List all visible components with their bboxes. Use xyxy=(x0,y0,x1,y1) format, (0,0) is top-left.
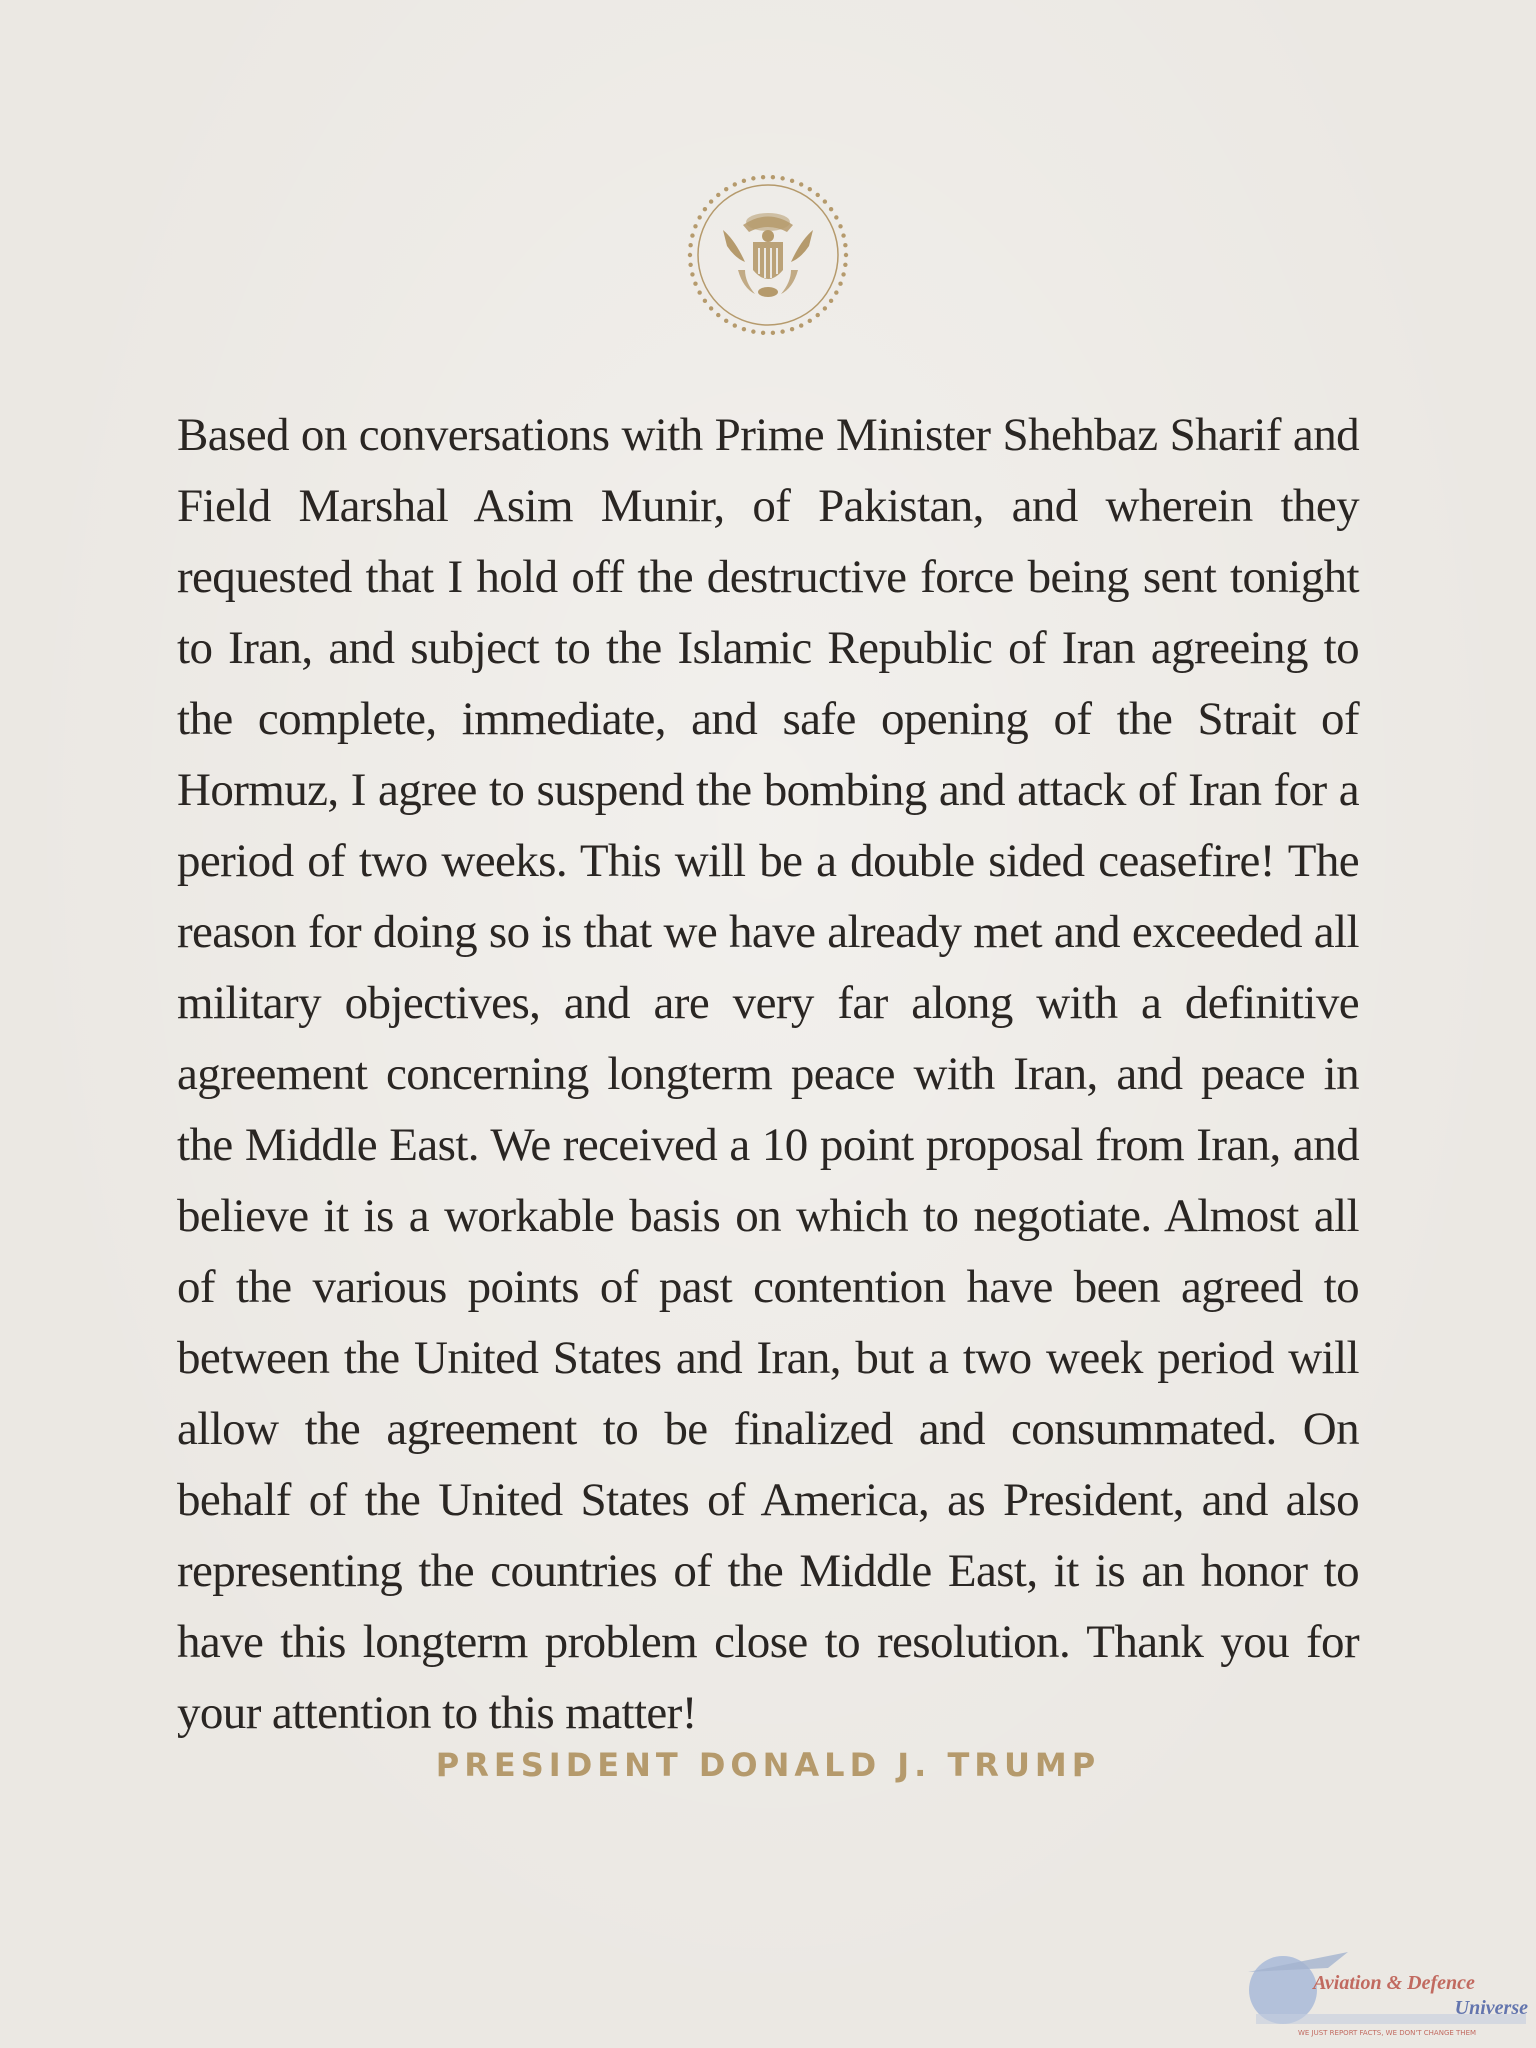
seal-star xyxy=(841,272,845,276)
seal-star xyxy=(693,224,697,228)
seal-star xyxy=(771,175,775,179)
seal-star xyxy=(697,215,701,219)
seal-star xyxy=(703,207,707,211)
seal-star xyxy=(733,323,737,327)
seal-star xyxy=(688,263,692,267)
seal-star xyxy=(716,193,720,197)
seal-star xyxy=(761,331,765,335)
watermark-tagline: WE JUST REPORT FACTS, WE DON'T CHANGE THEM xyxy=(1297,2029,1477,2037)
watermark-subtitle: Universe xyxy=(1454,1997,1528,2019)
seal-star xyxy=(829,207,833,211)
seal-star xyxy=(834,215,838,219)
seal-star xyxy=(843,243,847,247)
seal-star xyxy=(780,176,784,180)
seal-star xyxy=(742,327,746,331)
seal-star xyxy=(690,272,694,276)
seal-star xyxy=(688,243,692,247)
seal-star xyxy=(823,306,827,310)
seal-star xyxy=(808,187,812,191)
presidential-seal-icon xyxy=(683,170,853,340)
seal-star xyxy=(799,182,803,186)
seal-star xyxy=(816,193,820,197)
seal-star xyxy=(838,224,842,228)
seal-star xyxy=(841,233,845,237)
watermark-logo xyxy=(1228,1932,1532,2042)
seal-star xyxy=(742,179,746,183)
seal-star xyxy=(716,313,720,317)
seal-star xyxy=(751,329,755,333)
watermark-title: Aviation & Defence xyxy=(1313,1972,1475,1994)
seal-star xyxy=(761,175,765,179)
seal-star xyxy=(844,253,848,257)
seal-star xyxy=(790,179,794,183)
seal-star xyxy=(724,187,728,191)
seal-star xyxy=(690,233,694,237)
statement-body: Based on conversations with Prime Minister Shehbaz Sharif and Field Marshal Asim Munir, of Pakistan, and wherein they requested that I hold off the destructive force being sent tonight to Iran, and subject to the Islamic Republic of Iran agreeing to the complete, immediate, and safe opening of the Strait of Hormuz, I agree to suspend the bombing and attack of Iran for a period of two weeks. This will be a double sided ceasefire! The reason for doing so is that we have already met and exceeded all military objectives, and are very far along with a definitive agreement concerning longterm peace with Iran, and peace in the Middle East. We received a 10 point proposal from Iran, and believe it is a workable basis on which to negotiate. Almost all of the various points of past contention have been agreed to between the United States and Iran, but a two week period will allow the agreement to be finalized and consummated. On behalf of the United States of America, as President, and also representing the countries of the Middle East, it is an honor to have this longterm problem close to resolution. Thank you for your attention to this matter! xyxy=(177,409,1359,1739)
seal-star xyxy=(808,319,812,323)
seal-star xyxy=(780,329,784,333)
seal-star xyxy=(709,199,713,203)
seal-star xyxy=(816,313,820,317)
seal-star xyxy=(834,290,838,294)
seal-star xyxy=(838,282,842,286)
seal-star xyxy=(823,199,827,203)
seal-star xyxy=(709,306,713,310)
seal-star xyxy=(697,290,701,294)
seal-star xyxy=(790,327,794,331)
seal-star xyxy=(799,323,803,327)
seal-star xyxy=(703,299,707,303)
signature: PRESIDENT DONALD J. TRUMP xyxy=(435,1746,1101,1784)
seal-star xyxy=(688,253,692,257)
seal-star xyxy=(771,331,775,335)
seal-star xyxy=(751,176,755,180)
seal-star xyxy=(733,182,737,186)
seal-star xyxy=(843,263,847,267)
seal-star xyxy=(724,319,728,323)
seal-star xyxy=(829,299,833,303)
seal-star xyxy=(693,282,697,286)
